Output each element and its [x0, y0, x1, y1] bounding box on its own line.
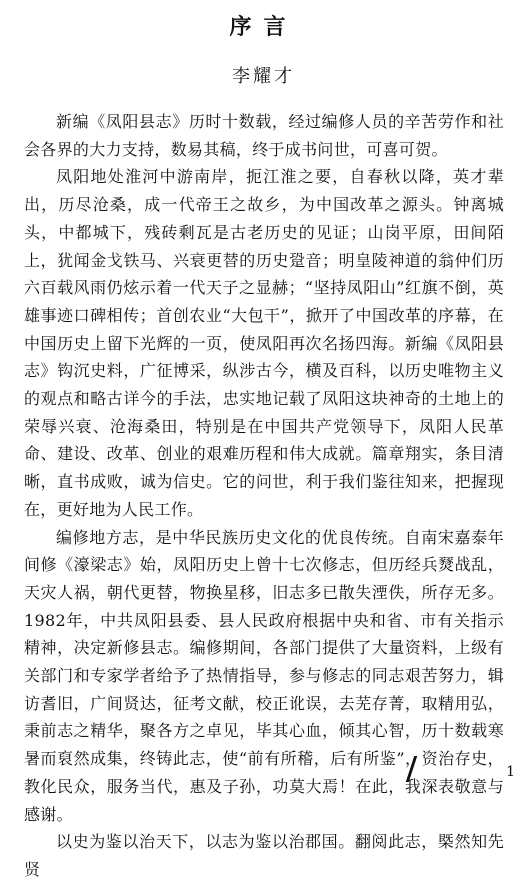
paragraph: 凤阳地处淮河中游南岸，扼江淮之要，自春秋以降，英才辈出，历尽沧桑，成一代帝王之故乡，为中国改革之源头。钟离城头，中都城下，残砖剩瓦是古老历史的见证；山岗平原，田间陌上，犹闻金戈铁马、兴衰更替的历史跫音；明皇陵神道的翁仲们历六百载风雨仍炫示着一代天子之显赫；“坚持凤阳山”红旗不倒，英雄事迹口碑相传；首创农业“大包干”，掀开了中国改革的序幕，在中国历史上留下光辉的一页，使凤阳再次名扬四海。新编《凤阳县志》钩沉史料，广征博采，纵涉古今，横及百科，以历史唯物主义的观点和略古详今的手法，忠实地记载了凤阳这块神奇的土地上的荣辱兴衰、沧海桑田，特别是在中国共产党领导下，凤阳人民革命、建设、改革、创业的艰难历程和伟大成就。篇章翔实，条目清晰，直书成败，诚为信史。它的问世，利于我们鉴往知来，把握现在，更好地为人民工作。 [24, 167, 504, 519]
paragraph: 以史为鉴以治天下，以志为鉴以治郡国。翻阅此志，槩然知先贤 [24, 832, 504, 879]
paragraph: 编修地方志，是中华民族历史文化的优良传统。自南宋嘉泰年间修《濠梁志》始，凤阳历史上曾十七次修志，但历经兵燹战乱，天灾人祸，朝代更替，物换星移，旧志多已散失湮佚，所存无多。1982年，中共凤阳县委、县人民政府根据中央和省、市有关指示精神，决定新修县志。编修期间，各部门提供了大量资料，上级有关部门和专家学者给予了热情指导，参与修志的同志艰苦努力，辑访耆旧，广间贤达，征考文献，校正讹误，去芜存菁，取精用弘，秉前志之精华，聚各方之卓见，毕其心血，倾其心智，历十数载寒暑而裒然成集，终铸此志，使“前有所稽，后有所鉴”，资治存史，教化民众，服务当代，惠及子孙，功莫大焉！在此，我深表敬意与感谢。 [24, 527, 504, 824]
page-number: 1 [506, 764, 515, 780]
preface-body [24, 108, 504, 884]
paragraph: 新编《凤阳县志》历时十数载，经过编修人员的辛苦劳作和社会各界的大力支持，数易其稿，终于成书问世，可喜可贺。 [24, 112, 504, 159]
page-title: 序言 [229, 15, 298, 40]
author-name: 李耀才 [232, 66, 295, 87]
